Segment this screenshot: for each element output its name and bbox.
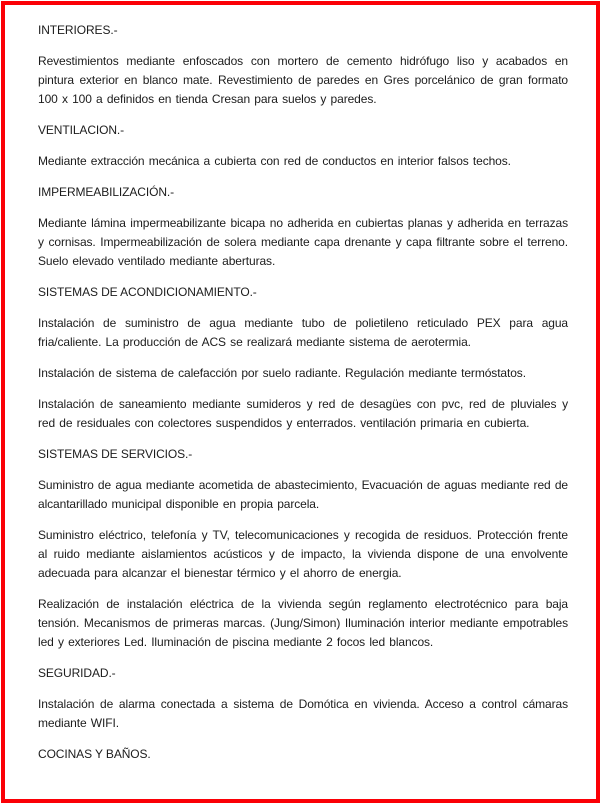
section-heading-cocinas-banos: COCINAS Y BAÑOS. bbox=[38, 747, 151, 761]
document-content bbox=[38, 21, 568, 776]
section-heading-seguridad: SEGURIDAD.- bbox=[38, 666, 116, 680]
paragraph-calefaccion: Instalación de sistema de calefacción por suelo radiante. Regulación mediante termóstatos. bbox=[38, 366, 526, 380]
section-heading-interiores: INTERIORES.- bbox=[38, 23, 118, 37]
paragraph-revestimientos: Revestimientos mediante enfoscados con mortero de cemento hidrófugo liso y acabados en pintura exterior en blanco mate. Revestimiento de paredes en Gres porcelánico de gran formato 100 x 100 a definidos en tienda Cresan para suelos y paredes. bbox=[38, 54, 568, 106]
paragraph-suministro-electrico: Suministro eléctrico, telefonía y TV, telecomunicaciones y recogida de residuos. Protección frente al ruido mediante aislamientos acústicos y de impacto, la vivienda dispone de una envolvente adecuada para alcanzar el bienestar térmico y el ahorro de energia. bbox=[38, 528, 568, 580]
paragraph-extraccion: Mediante extracción mecánica a cubierta con red de conductos en interior falsos techos. bbox=[38, 154, 511, 168]
paragraph-lamina: Mediante lámina impermeabilizante bicapa no adherida en cubiertas planas y adherida en terrazas y cornisas. Impermeabilización de solera mediante capa drenante y capa filtrante sobre el terreno. Suelo elevado ventilado mediante aberturas. bbox=[38, 216, 568, 268]
section-heading-servicios: SISTEMAS DE SERVICIOS.- bbox=[38, 447, 193, 461]
paragraph-acometida: Suministro de agua mediante acometida de abastecimiento, Evacuación de aguas mediante red de alcantarillado municipal disponible en propia parcela. bbox=[38, 478, 568, 511]
section-heading-impermeabilizacion: IMPERMEABILIZACIÓN.- bbox=[38, 185, 175, 199]
section-heading-acondicionamiento: SISTEMAS DE ACONDICIONAMIENTO.- bbox=[38, 285, 257, 299]
paragraph-instalacion-electrica: Realización de instalación eléctrica de la vivienda según reglamento electrotécnico para baja tensión. Mecanismos de primeras marcas. (Jung/Simon) Iluminación interior mediante empotrables led y exteriores Led. Iluminación de piscina mediante 2 focos led blancos. bbox=[38, 597, 568, 649]
paragraph-suministro-agua-pex: Instalación de suministro de agua mediante tubo de polietileno reticulado PEX para agua fria/caliente. La producción de ACS se realizará mediante sistema de aerotermia. bbox=[38, 316, 568, 349]
section-heading-ventilacion: VENTILACION.- bbox=[38, 123, 125, 137]
paragraph-alarma: Instalación de alarma conectada a sistema de Domótica en vivienda. Acceso a control cámaras mediante WIFI. bbox=[38, 697, 568, 730]
paragraph-saneamiento: Instalación de saneamiento mediante sumideros y red de desagües con pvc, red de pluviales y red de residuales con colectores suspendidos y enterrados. ventilación primaria en cubierta. bbox=[38, 397, 568, 430]
